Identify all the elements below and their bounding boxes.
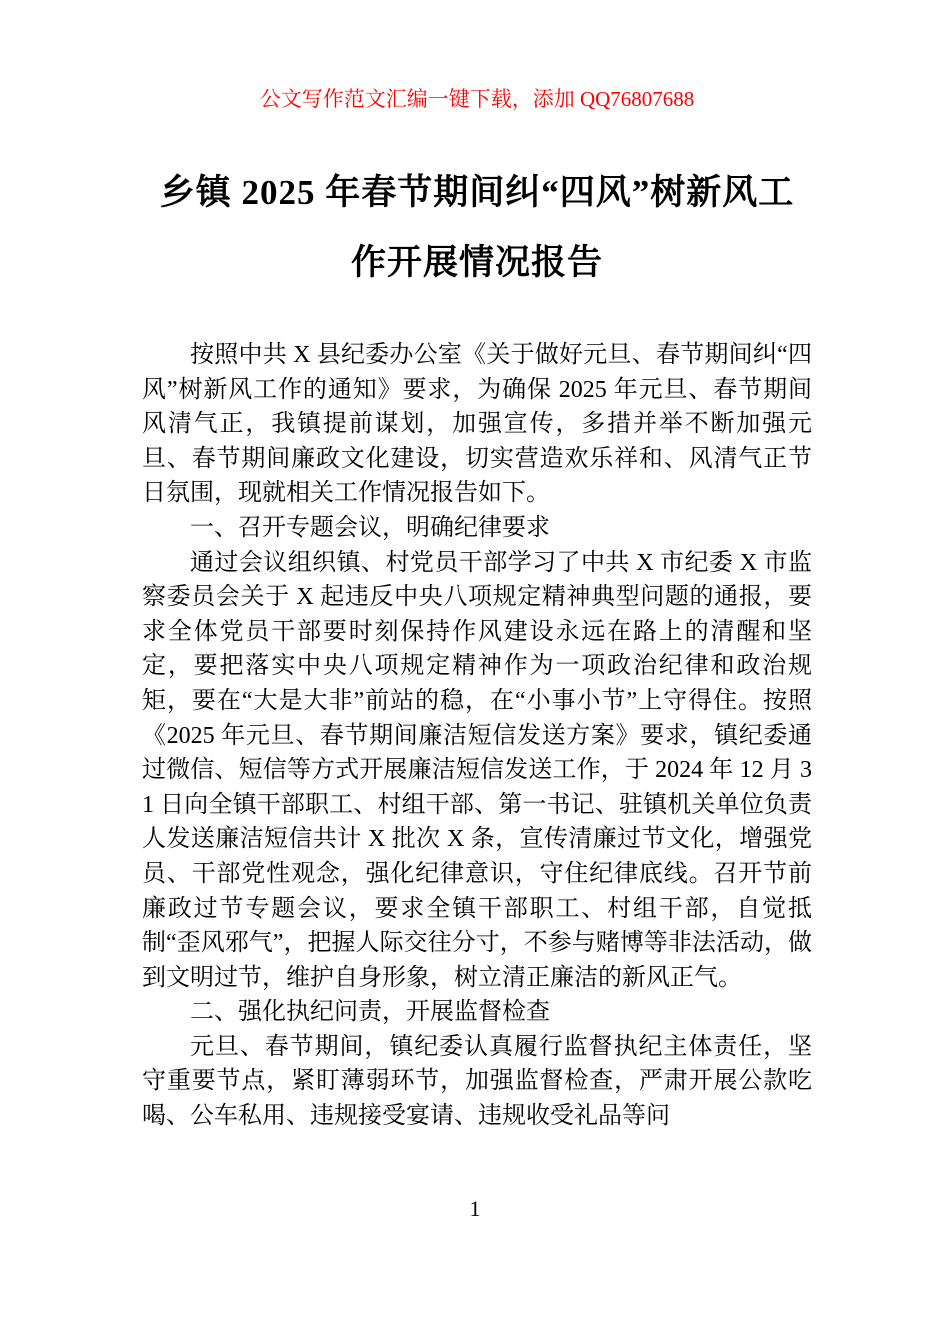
paragraph: 通过会议组织镇、村党员干部学习了中共 X 市纪委 X 市监察委员会关于 X 起违反中央八项规定精神典型问题的通报，要求全体党员干部要时刻保持作风建设永远在路上的清醒和坚定，要把落实中央八项规定精神作为一项政治纪律和政治规矩，要在“大是大非”前站的稳，在“小事小节”上守得住。按照《2025 年元旦、春节期间廉洁短信发送方案》要求，镇纪委通过微信、短信等方式开展廉洁短信发送工作，于 2024 年 12 月 31 日向全镇干部职工、村组干部、第一书记、驻镇机关单位负责人发送廉洁短信共计 X 批次 X 条，宣传清廉过节文化，增强党员、干部党性观念，强化纪律意识，守住纪律底线。召开节前廉政过节专题会议，要求全镇干部职工、村组干部，自觉抵制“歪风邪气”，把握人际交往分寸，不参与赌博等非法活动，做到文明过节，维护自身形象，树立清正廉洁的新风正气。 (142, 549, 812, 991)
promo-banner: 公文写作范文汇编一键下载，添加 QQ76807688 (259, 87, 695, 111)
document-title: 乡镇 2025 年春节期间纠“四风”树新风工作开展情况报告 (159, 173, 795, 282)
document-body (142, 338, 812, 1134)
paragraph: 按照中共 X 县纪委办公室《关于做好元旦、春节期间纠“四风”树新风工作的通知》要求，为确保 2025 年元旦、春节期间风清气正，我镇提前谋划，加强宣传，多措并举不断加强元旦、春节期间廉政文化建设，切实营造欢乐祥和、风清气正节日氛围，现就相关工作情况报告如下。 (142, 342, 812, 507)
paragraph: 元旦、春节期间，镇纪委认真履行监督执纪主体责任，坚守重要节点，紧盯薄弱环节，加强监督检查，严肃开展公款吃喝、公车私用、违规接受宴请、违规收受礼品等问 (142, 1033, 812, 1130)
section-heading: 二、强化执纪问责，开展监督检查 (190, 999, 550, 1026)
page-number: 1 (469, 1196, 481, 1221)
section-heading: 一、召开专题会议，明确纪律要求 (190, 514, 550, 541)
